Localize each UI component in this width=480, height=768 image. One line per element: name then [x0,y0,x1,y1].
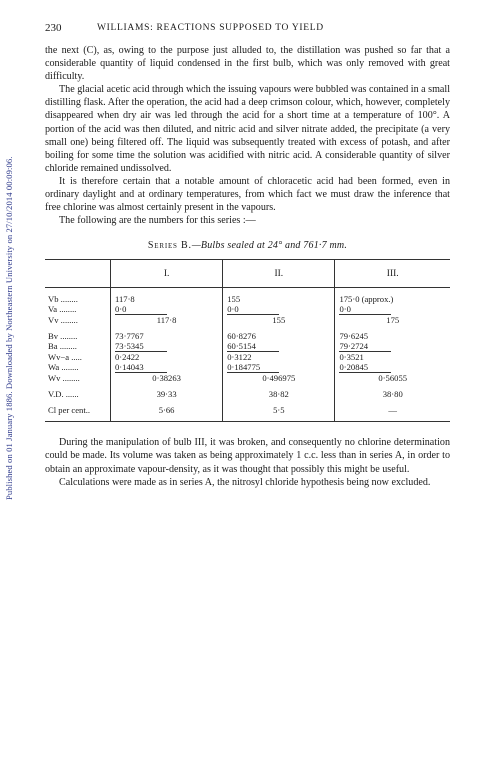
table-cell: 39·33 [111,389,223,399]
table-cell: 155 [223,294,335,304]
table-cell: 5·66 [111,405,223,422]
table-cell: 0·0 [223,304,335,314]
table-cell: 38·80 [382,389,403,400]
download-watermark [4,70,18,500]
table-cell: 155 [223,315,335,325]
table-cell: 79·6245 [339,331,369,342]
table-cell: 0·20845 [339,362,369,373]
series-label: Series B. [147,240,192,252]
row-label: Vb ........ [45,294,111,304]
table-cell: 38·82 [223,389,335,399]
row-label: Ba ........ [45,341,111,351]
table-cell: 0·2422 [111,352,223,362]
paragraph: the next (C), as, owing to the purpose just alluded to, the distillation was pushed so far that a considerable quantity of liquid condensed in the first bulb, which was only removed with great difficulty. [45,45,450,83]
table-cell: 117·8 [111,294,223,304]
table-caption [45,240,450,251]
page [45,22,450,489]
table-row [45,341,450,351]
paragraph: The following are the numbers for this series :— [59,215,256,227]
table-cell: 5·5 [223,405,335,422]
row-label: Wa ........ [45,362,111,372]
table-cell: 175 [386,315,400,326]
header-blank [45,260,111,288]
table-row [45,315,450,325]
table-cell: 0·3122 [223,352,335,362]
row-label: Vv ........ [45,315,111,325]
table-row [45,304,450,314]
table-cell: 0·56055 [378,373,408,384]
table-cell: 0·184775 [223,362,335,372]
row-label: V.D. ...... [45,389,111,399]
table-row [45,352,450,362]
paragraph: During the manipulation of bulb III, it was broken, and consequently no chlorine determination could be made. Its volume was taken as being approximately 1 c.c. less than in series A, in order to obtain an approximate vapour-density, as it was thought that possibly this might be useful. [45,437,450,475]
paragraph: The glacial acetic acid through which the issuing vapours were bubbled was contained in a small distilling flask. After the operation, the acid had a deep crimson colour, which, however, completely disappeared when dry air was led through the acid for a short time at a temperature of 100°. A portion of the acid was then diluted, and nitric acid and silver nitrate added, the precipitate (a very small one) being filtered off. The liquid was subsequently treated with excess of potash, and after boiling for some time the solution was acidified with nitric acid. A considerable quantity of silver chloride remained undissolved. [45,84,451,174]
table-cell: 175·0 (approx.) [339,294,394,305]
table-row [45,405,450,422]
table-row [45,373,450,383]
column-header: II. [223,260,335,288]
table-cell: 73·7767 [111,331,223,341]
paragraph: It is therefore certain that a notable amount of chloracetic acid had been formed, even in ordinary daylight and at ordinary temperatures, from which fact we must draw the inference that free chlorine was almost certainly present in the vapours. [45,175,450,214]
table-cell: 0·496975 [223,373,335,383]
closing-text [45,436,450,488]
table-cell: 0·0 [111,304,223,314]
table-cell: 0·38263 [111,373,223,383]
watermark-text: Published on 01 January 1886. Downloaded by Northeastern University on 27/10/2014 00:09:06. [4,156,14,500]
row-label: Bv ........ [45,331,111,341]
row-label: Cl per cent.. [45,405,111,422]
series-caption: —Bulbs sealed at 24° and 761·7 mm. [191,240,348,252]
table-row [45,331,450,341]
table-cell: 60·5154 [223,341,335,351]
table-cell: 73·5345 [111,341,223,351]
table-row [45,362,450,372]
column-header: I. [111,260,223,288]
page-header [45,22,450,38]
row-label: Wv ........ [45,373,111,383]
table-row [45,294,450,304]
table-cell: 117·8 [111,315,223,325]
table-cell: 0·14043 [111,362,223,372]
paragraph: Calculations were made as in series A, the nitrosyl chloride hypothesis being now excluded. [59,476,431,488]
table-row [45,389,450,399]
table-cell: 0·0 [339,304,351,315]
column-header: III. [335,260,450,288]
table-header-row [45,260,450,288]
table-cell: 0·3521 [339,352,364,363]
row-label: Wv−a ..... [45,352,111,362]
table-cell: 60·8276 [223,331,335,341]
table-cell: — [335,405,450,422]
running-title: WILLIAMS: REACTIONS SUPPOSED TO YIELD [97,23,324,33]
page-number: 230 [45,22,62,34]
row-label: Va ........ [45,304,111,314]
results-table [45,259,450,422]
table-cell: 79·2724 [339,341,369,352]
body-text [45,44,450,227]
